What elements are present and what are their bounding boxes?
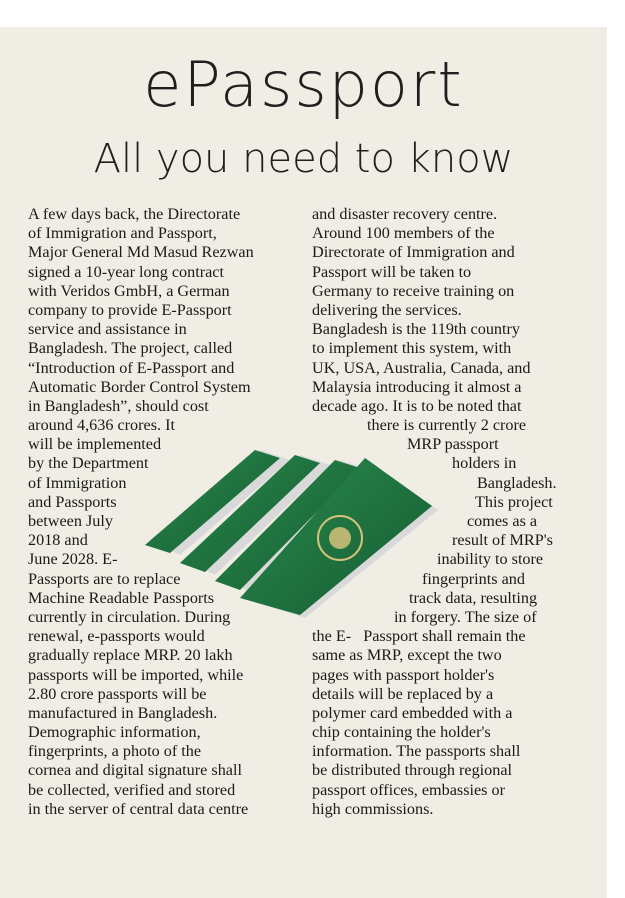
left-column-line: service and assistance in [28,320,187,339]
right-column-line: information. The passports shall [312,742,521,761]
left-column-line: of Immigration [28,473,127,492]
left-column-line: cornea and digital signature shall [28,761,242,780]
right-column-line: result of MRP's [452,531,553,550]
left-column-line: Demographic information, [28,723,201,742]
right-column-line: polymer card embedded with a [312,703,513,722]
left-column-line: with Veridos GmbH, a German [28,281,230,300]
right-column-line: Germany to receive training on [312,281,515,300]
left-column-line: 2018 and [28,531,88,550]
left-column-line: signed a 10-year long contract [28,262,224,281]
right-column-line: track data, resulting [409,588,538,607]
left-column-line: Passports are to replace [28,569,181,588]
left-column-line: in the server of central data centre [28,799,249,818]
right-column-line: Bangladesh. [477,473,557,492]
right-column-line: the E- Passport shall remain the [312,627,526,646]
right-column-line: there is currently 2 crore [367,416,527,435]
right-column-line: Around 100 members of the [312,224,495,243]
right-column-line: decade ago. It is to be noted that [312,396,522,415]
left-column-line: by the Department [28,454,149,473]
right-column-line: high commissions. [312,799,434,818]
left-column-line: be collected, verified and stored [28,780,236,799]
page-margin [607,0,625,898]
right-column-line: Malaysia introducing it almost a [312,377,522,396]
passport-stack-image [140,440,440,620]
left-column-line: 2.80 crore passports will be [28,684,207,703]
left-column-line: passports will be imported, while [28,665,244,684]
right-column-line: holders in [452,454,517,473]
right-column-line: delivering the services. [312,300,462,319]
right-column-line: chip containing the holder's [312,723,491,742]
left-column-line: “Introduction of E-Passport and [28,358,235,377]
right-column-line: fingerprints and [422,569,525,588]
right-column-line: Passport will be taken to [312,262,472,281]
right-column-line: inability to store [437,550,544,569]
left-column-line: currently in circulation. During [28,607,231,626]
left-column-line: Major General Md Masud Rezwan [28,243,254,262]
left-column-line: company to provide E-Passport [28,300,232,319]
left-column-line: in Bangladesh”, should cost [28,396,209,415]
left-column-line: manufactured in Bangladesh. [28,703,218,722]
left-column-line: Machine Readable Passports [28,588,215,607]
right-column-line: Bangladesh is the 119th country [312,320,521,339]
left-column-line: A few days back, the Directorate [28,205,241,223]
right-column-line: comes as a [467,512,538,530]
left-column-line: of Immigration and Passport, [28,224,217,243]
right-column-line: same as MRP, except the two [312,646,502,665]
left-column-line: renewal, e-passports would [28,627,205,646]
left-column-line: Automatic Border Control System [28,377,251,396]
right-column-line: in forgery. The size of [394,607,537,626]
left-column-line: between July [28,512,113,530]
left-column-line: fingerprints, a photo of the [28,742,202,761]
left-column-line: around 4,636 crores. It [28,416,175,435]
right-column-line: passport offices, embassies or [312,780,506,799]
right-column-line: MRP passport [407,435,499,454]
right-column-line: details will be replaced by a [312,684,494,703]
left-column-line: Bangladesh. The project, called [28,339,233,358]
left-column-line: gradually replace MRP. 20 lakh [28,646,233,665]
left-column-line: will be implemented [28,435,162,454]
article-subtitle: All you need to know [93,136,514,182]
right-column-line: UK, USA, Australia, Canada, and [312,358,531,377]
article-title: ePassport [143,48,464,121]
right-column-line: and disaster recovery centre. [312,205,498,223]
left-column-line: and Passports [28,492,117,511]
right-column-line: This project [475,492,553,511]
left-column-line: June 2028. E- [28,550,118,569]
right-column-line: pages with passport holder's [312,665,495,684]
right-column-line: Directorate of Immigration and [312,243,515,262]
right-column-line: to implement this system, with [312,339,512,358]
right-column-line: be distributed through regional [312,761,513,780]
